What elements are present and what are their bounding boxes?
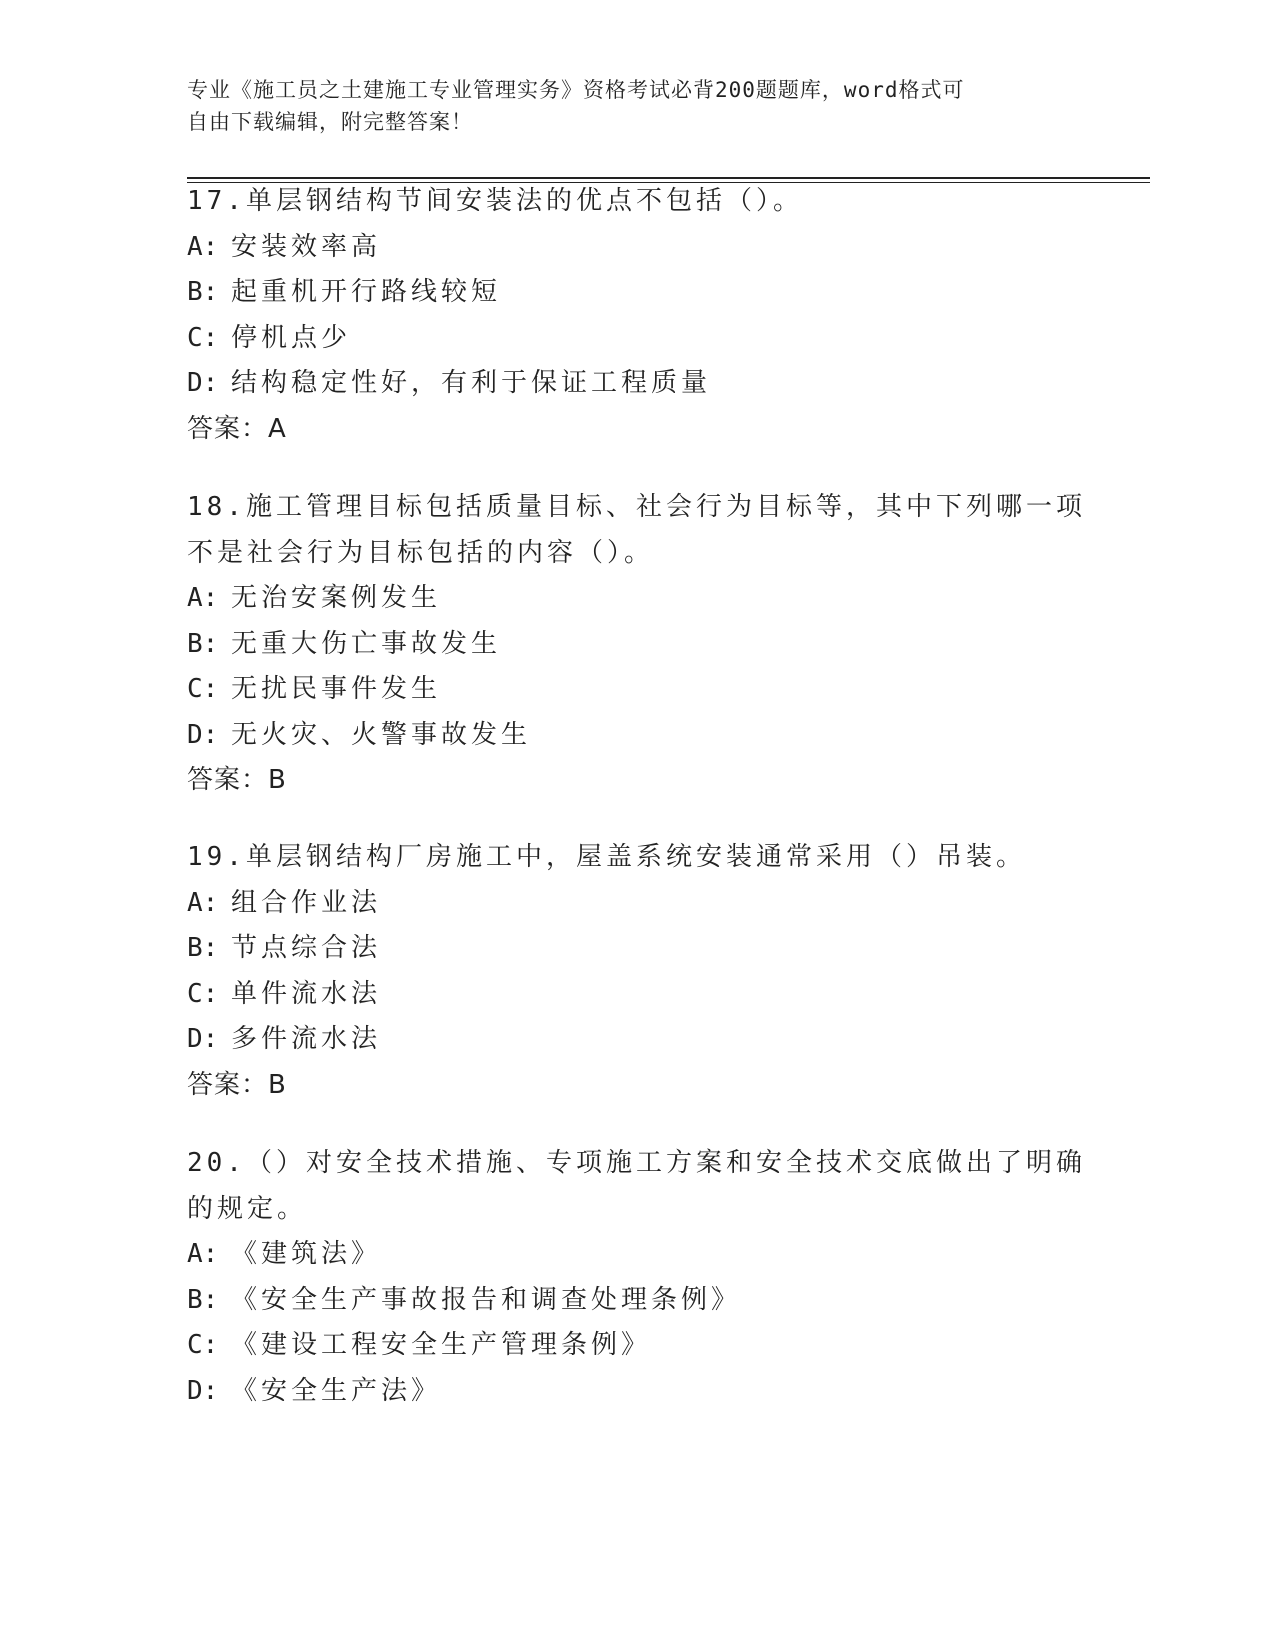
option-text: 多件流水法 [231, 1024, 382, 1054]
option-text: 单件流水法 [231, 978, 382, 1009]
question-17 [187, 179, 1087, 452]
option-letter: B: [187, 628, 219, 659]
option-letter: D: [187, 368, 219, 398]
answer-line: 答案：B [187, 765, 287, 795]
option-text: 安装效率高 [231, 231, 382, 262]
answer-line: 答案：B [187, 1069, 287, 1100]
option-text: 《建设工程安全生产管理条例》 [231, 1330, 652, 1360]
option-letter: A: [187, 583, 219, 613]
option-letter: B: [187, 277, 219, 307]
option-letter: B: [187, 1284, 219, 1315]
option-d [187, 713, 1087, 759]
option-d [187, 361, 1087, 407]
option-letter: C: [187, 674, 219, 704]
header-line-1: 专业《施工员之土建施工专业管理实务》资格考试必背200题题库，word格式可 [187, 78, 965, 102]
document-header [187, 74, 1067, 138]
option-text: 无火灾、火警事故发生 [231, 719, 532, 750]
option-a [187, 576, 1087, 622]
option-c [187, 667, 1087, 713]
option-letter: C: [187, 978, 219, 1009]
option-letter: A: [187, 887, 219, 918]
option-text: 《建筑法》 [231, 1239, 382, 1269]
option-text: 节点综合法 [231, 933, 382, 963]
option-letter: B: [187, 933, 219, 963]
option-letter: D: [187, 719, 219, 750]
option-b [187, 1278, 1087, 1324]
question-18 [187, 485, 1087, 804]
option-letter: D: [187, 1375, 219, 1406]
option-text: 起重机开行路线较短 [231, 277, 502, 307]
option-text: 《安全生产事故报告和调查处理条例》 [231, 1284, 742, 1315]
answer-line: 答案：A [187, 413, 287, 444]
option-b [187, 622, 1087, 668]
question-stem: 20.（）对安全技术措施、专项施工方案和安全技术交底做出了明确的规定。 [187, 1148, 1086, 1224]
option-letter: C: [187, 1330, 219, 1360]
option-text: 组合作业法 [231, 887, 382, 918]
question-stem: 18.施工管理目标包括质量目标、社会行为目标等，其中下列哪一项不是社会行为目标包括的内容（）。 [187, 492, 1086, 568]
option-c [187, 1323, 1087, 1369]
option-d [187, 1017, 1087, 1063]
option-a [187, 225, 1087, 271]
option-d [187, 1369, 1087, 1415]
option-text: 无重大伤亡事故发生 [231, 628, 502, 659]
option-letter: A: [187, 231, 219, 262]
question-19 [187, 835, 1087, 1108]
option-a [187, 881, 1087, 927]
option-text: 无治安案例发生 [231, 583, 442, 613]
option-letter: C: [187, 322, 219, 353]
option-b [187, 270, 1087, 316]
option-a [187, 1232, 1087, 1278]
question-stem: 17.单层钢结构节间安装法的优点不包括（）。 [187, 186, 803, 216]
option-text: 无扰民事件发生 [231, 674, 442, 704]
option-letter: D: [187, 1024, 219, 1054]
option-c [187, 972, 1087, 1018]
option-c [187, 316, 1087, 362]
header-line-2: 自由下载编辑，附完整答案！ [187, 110, 473, 134]
option-letter: A: [187, 1239, 219, 1269]
option-text: 结构稳定性好，有利于保证工程质量 [231, 368, 712, 398]
question-20 [187, 1141, 1087, 1414]
option-text: 停机点少 [231, 322, 352, 353]
option-b [187, 926, 1087, 972]
option-text: 《安全生产法》 [231, 1375, 442, 1406]
question-stem: 19.单层钢结构厂房施工中，屋盖系统安装通常采用（）吊装。 [187, 842, 1026, 872]
